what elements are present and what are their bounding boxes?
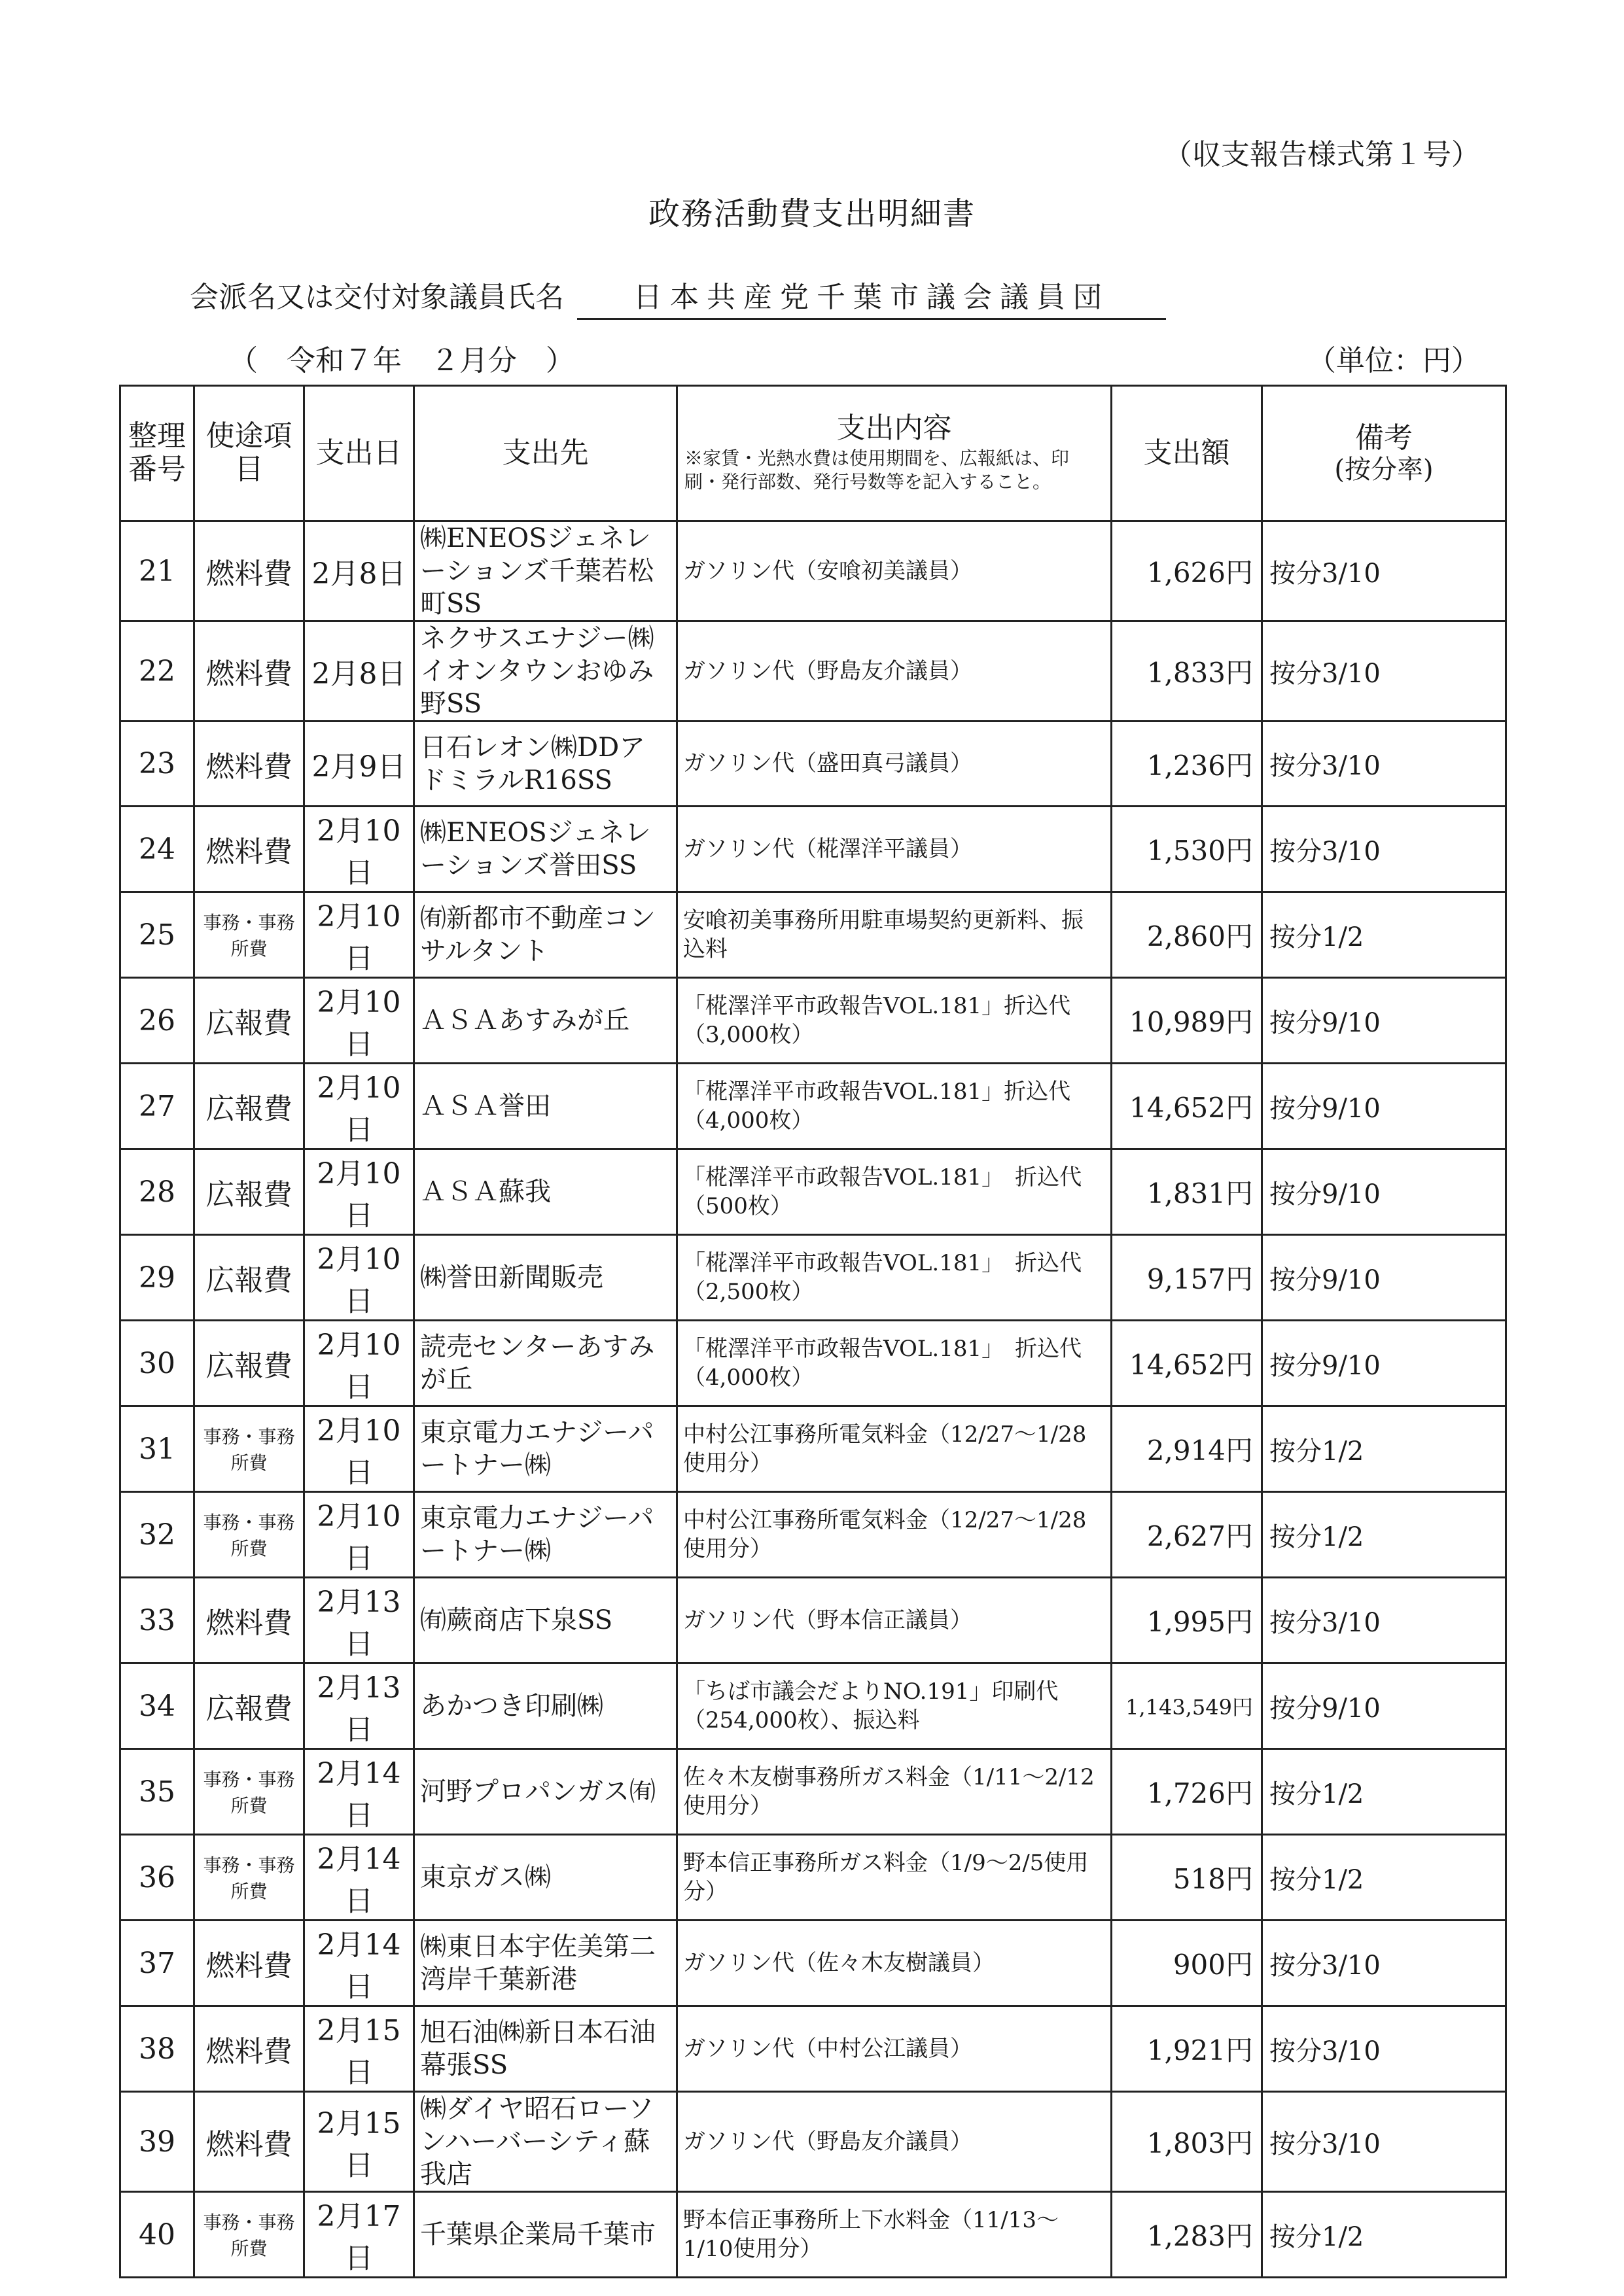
row-payee: 東京電力エナジーパートナー㈱ (414, 1406, 677, 1492)
row-amount: 2,860円 (1112, 892, 1262, 978)
row-number: 26 (120, 978, 194, 1064)
row-category: 燃料費 (194, 722, 304, 807)
row-remarks: 按分9/10 (1262, 978, 1506, 1064)
row-amount: 14,652円 (1112, 1321, 1262, 1406)
row-remarks: 按分1/2 (1262, 2192, 1506, 2278)
row-content: 安喰初美事務所用駐車場契約更新料、振込料 (677, 892, 1112, 978)
row-payee: ㈲新都市不動産コンサルタント (414, 892, 677, 978)
expenditure-table (119, 385, 1507, 2278)
row-remarks: 按分9/10 (1262, 1149, 1506, 1235)
row-payee: 千葉県企業局千葉市 (414, 2192, 677, 2278)
table-row (120, 521, 1506, 621)
row-date: 2月14日 (304, 1921, 414, 2006)
row-amount: 1,236円 (1112, 722, 1262, 807)
row-number: 36 (120, 1835, 194, 1921)
header-category: 使途項目 (194, 386, 304, 521)
header-remarks-label: 備考 (1355, 421, 1413, 455)
row-payee: 旭石油㈱新日本石油幕張SS (414, 2006, 677, 2092)
row-date: 2月10日 (304, 1492, 414, 1578)
table-row (120, 1321, 1506, 1406)
table-row (120, 2092, 1506, 2192)
row-payee: 河野プロパンガス㈲ (414, 1749, 677, 1835)
row-date: 2月9日 (304, 722, 414, 807)
row-content: ガソリン代（椛澤洋平議員） (677, 807, 1112, 892)
row-amount: 900円 (1112, 1921, 1262, 2006)
row-category: 事務・事務所費 (194, 892, 304, 978)
row-number: 30 (120, 1321, 194, 1406)
row-payee: ＡＳＡ蘇我 (414, 1149, 677, 1235)
row-amount: 1,803円 (1112, 2092, 1262, 2192)
header-remarks (1262, 386, 1506, 521)
row-number: 39 (120, 2092, 194, 2192)
row-date: 2月10日 (304, 978, 414, 1064)
row-amount: 10,989円 (1112, 978, 1262, 1064)
row-date: 2月10日 (304, 892, 414, 978)
row-remarks: 按分1/2 (1262, 1749, 1506, 1835)
table-row (120, 1235, 1506, 1321)
row-content: 野本信正事務所ガス料金（1/9～2/5使用分） (677, 1835, 1112, 1921)
row-payee: ＡＳＡあすみが丘 (414, 978, 677, 1064)
row-number: 23 (120, 722, 194, 807)
row-content: ガソリン代（安喰初美議員） (677, 521, 1112, 621)
table-row (120, 807, 1506, 892)
row-date: 2月10日 (304, 1235, 414, 1321)
row-content: 佐々木友樹事務所ガス料金（1/11～2/12使用分） (677, 1749, 1112, 1835)
row-remarks: 按分3/10 (1262, 621, 1506, 722)
row-payee: ㈱ENEOSジェネレーションズ誉田SS (414, 807, 677, 892)
row-amount: 2,627円 (1112, 1492, 1262, 1578)
row-remarks: 按分3/10 (1262, 1578, 1506, 1663)
row-date: 2月13日 (304, 1663, 414, 1749)
row-date: 2月15日 (304, 2092, 414, 2192)
row-date: 2月14日 (304, 1835, 414, 1921)
row-number: 25 (120, 892, 194, 978)
row-number: 28 (120, 1149, 194, 1235)
report-period: （ 令和７年 ２月分 ） (229, 344, 574, 377)
row-remarks: 按分3/10 (1262, 1921, 1506, 2006)
unit-label: （単位：円） (1307, 344, 1480, 377)
row-category: 燃料費 (194, 1921, 304, 2006)
row-content: 「椛澤洋平市政報告VOL.181」折込代（4,000枚） (677, 1064, 1112, 1149)
row-number: 40 (120, 2192, 194, 2278)
row-category: 事務・事務所費 (194, 1492, 304, 1578)
row-category: 燃料費 (194, 807, 304, 892)
row-content: 野本信正事務所上下水料金（11/13～1/10使用分） (677, 2192, 1112, 2278)
row-content: 中村公江事務所電気料金（12/27～1/28使用分） (677, 1492, 1112, 1578)
row-payee: あかつき印刷㈱ (414, 1663, 677, 1749)
row-number: 29 (120, 1235, 194, 1321)
row-number: 33 (120, 1578, 194, 1663)
row-date: 2月10日 (304, 1321, 414, 1406)
row-category: 事務・事務所費 (194, 1406, 304, 1492)
row-category: 広報費 (194, 1663, 304, 1749)
row-number: 31 (120, 1406, 194, 1492)
table-row (120, 1149, 1506, 1235)
table-row (120, 1835, 1506, 1921)
row-remarks: 按分9/10 (1262, 1663, 1506, 1749)
row-amount: 1,921円 (1112, 2006, 1262, 2092)
row-category: 燃料費 (194, 2006, 304, 2092)
row-amount: 1,833円 (1112, 621, 1262, 722)
row-number: 22 (120, 621, 194, 722)
table-row (120, 722, 1506, 807)
row-content: 「椛澤洋平市政報告VOL.181」折込代（3,000枚） (677, 978, 1112, 1064)
row-date: 2月10日 (304, 1149, 414, 1235)
row-number: 37 (120, 1921, 194, 2006)
row-category: 燃料費 (194, 2092, 304, 2192)
table-row (120, 1578, 1506, 1663)
row-date: 2月8日 (304, 621, 414, 722)
row-date: 2月8日 (304, 521, 414, 621)
table-row (120, 1064, 1506, 1149)
row-payee: 読売センターあすみが丘 (414, 1321, 677, 1406)
row-payee: ㈱東日本宇佐美第二湾岸千葉新港 (414, 1921, 677, 2006)
row-number: 27 (120, 1064, 194, 1149)
row-number: 21 (120, 521, 194, 621)
row-number: 34 (120, 1663, 194, 1749)
table-row (120, 978, 1506, 1064)
faction-label: 会派名又は交付対象議員氏名 (190, 281, 564, 314)
row-category: 事務・事務所費 (194, 2192, 304, 2278)
header-remarks-sub: (按分率) (1334, 455, 1434, 485)
row-remarks: 按分3/10 (1262, 521, 1506, 621)
row-content: 「ちば市議会だよりNO.191」印刷代（254,000枚）、振込料 (677, 1663, 1112, 1749)
header-content (677, 386, 1112, 521)
row-category: 燃料費 (194, 521, 304, 621)
row-amount: 9,157円 (1112, 1235, 1262, 1321)
row-remarks: 按分9/10 (1262, 1235, 1506, 1321)
header-content-label: 支出内容 (836, 411, 952, 445)
table-body (120, 521, 1506, 2278)
row-date: 2月10日 (304, 1064, 414, 1149)
table-row (120, 2006, 1506, 2092)
row-date: 2月10日 (304, 1406, 414, 1492)
row-category: 広報費 (194, 1149, 304, 1235)
row-content: ガソリン代（野島友介議員） (677, 621, 1112, 722)
faction-row (190, 273, 1166, 320)
row-date: 2月15日 (304, 2006, 414, 2092)
header-content-note: ※家賃・光熱水費は使用期間を、広報紙は、印刷・発行部数、発行号数等を記入すること。 (684, 447, 1070, 493)
table-row (120, 621, 1506, 722)
row-date: 2月13日 (304, 1578, 414, 1663)
table-row (120, 1406, 1506, 1492)
row-amount: 14,652円 (1112, 1064, 1262, 1149)
row-number: 32 (120, 1492, 194, 1578)
row-date: 2月17日 (304, 2192, 414, 2278)
document-title: 政務活動費支出明細書 (648, 196, 976, 232)
row-payee: 日石レオン㈱DDアドミラルR16SS (414, 722, 677, 807)
row-payee: ㈱ダイヤ昭石ローソンハーバーシティ蘇我店 (414, 2092, 677, 2192)
row-category: 事務・事務所費 (194, 1749, 304, 1835)
table-row (120, 2192, 1506, 2278)
row-content: 「椛澤洋平市政報告VOL.181」 折込代（500枚） (677, 1149, 1112, 1235)
row-payee: 東京電力エナジーパートナー㈱ (414, 1492, 677, 1578)
faction-name: 日本共産党千葉市議会議員団 (577, 273, 1166, 320)
row-date: 2月10日 (304, 807, 414, 892)
row-remarks: 按分9/10 (1262, 1064, 1506, 1149)
row-payee: ネクサスエナジー㈱イオンタウンおゆみ野SS (414, 621, 677, 722)
row-remarks: 按分9/10 (1262, 1321, 1506, 1406)
row-content: 「椛澤洋平市政報告VOL.181」 折込代（4,000枚） (677, 1321, 1112, 1406)
row-remarks: 按分3/10 (1262, 722, 1506, 807)
row-amount: 2,914円 (1112, 1406, 1262, 1492)
row-number: 38 (120, 2006, 194, 2092)
row-amount: 518円 (1112, 1835, 1262, 1921)
row-amount: 1,995円 (1112, 1578, 1262, 1663)
row-content: ガソリン代（野本信正議員） (677, 1578, 1112, 1663)
row-category: 広報費 (194, 1321, 304, 1406)
row-remarks: 按分1/2 (1262, 892, 1506, 978)
row-payee: ㈱誉田新聞販売 (414, 1235, 677, 1321)
row-amount: 1,530円 (1112, 807, 1262, 892)
table-header-row (120, 386, 1506, 521)
row-category: 広報費 (194, 978, 304, 1064)
row-number: 35 (120, 1749, 194, 1835)
row-content: ガソリン代（野島友介議員） (677, 2092, 1112, 2192)
table-row (120, 1663, 1506, 1749)
row-date: 2月14日 (304, 1749, 414, 1835)
row-payee: ㈱ENEOSジェネレーションズ千葉若松町SS (414, 521, 677, 621)
row-category: 広報費 (194, 1235, 304, 1321)
header-amount: 支出額 (1112, 386, 1262, 521)
row-number: 24 (120, 807, 194, 892)
row-content: ガソリン代（中村公江議員） (677, 2006, 1112, 2092)
row-amount: 1,283円 (1112, 2192, 1262, 2278)
row-content: ガソリン代（盛田真弓議員） (677, 722, 1112, 807)
row-remarks: 按分3/10 (1262, 807, 1506, 892)
row-payee: 東京ガス㈱ (414, 1835, 677, 1921)
row-content: 中村公江事務所電気料金（12/27～1/28使用分） (677, 1406, 1112, 1492)
row-amount: 1,831円 (1112, 1149, 1262, 1235)
row-remarks: 按分1/2 (1262, 1835, 1506, 1921)
row-amount: 1,143,549円 (1112, 1663, 1262, 1749)
table-row (120, 1921, 1506, 2006)
row-remarks: 按分3/10 (1262, 2006, 1506, 2092)
row-content: ガソリン代（佐々木友樹議員） (677, 1921, 1112, 2006)
row-category: 燃料費 (194, 621, 304, 722)
header-date: 支出日 (304, 386, 414, 521)
row-category: 広報費 (194, 1064, 304, 1149)
row-category: 事務・事務所費 (194, 1835, 304, 1921)
row-remarks: 按分1/2 (1262, 1406, 1506, 1492)
row-payee: ＡＳＡ誉田 (414, 1064, 677, 1149)
row-remarks: 按分1/2 (1262, 1492, 1506, 1578)
table-row (120, 892, 1506, 978)
row-payee: ㈲蕨商店下泉SS (414, 1578, 677, 1663)
form-number: （収支報告様式第１号） (1163, 138, 1480, 171)
row-amount: 1,726円 (1112, 1749, 1262, 1835)
header-no: 整理 番号 (120, 386, 194, 521)
row-category: 燃料費 (194, 1578, 304, 1663)
row-remarks: 按分3/10 (1262, 2092, 1506, 2192)
header-payee: 支出先 (414, 386, 677, 521)
row-content: 「椛澤洋平市政報告VOL.181」 折込代（2,500枚） (677, 1235, 1112, 1321)
table-row (120, 1492, 1506, 1578)
table-row (120, 1749, 1506, 1835)
row-amount: 1,626円 (1112, 521, 1262, 621)
